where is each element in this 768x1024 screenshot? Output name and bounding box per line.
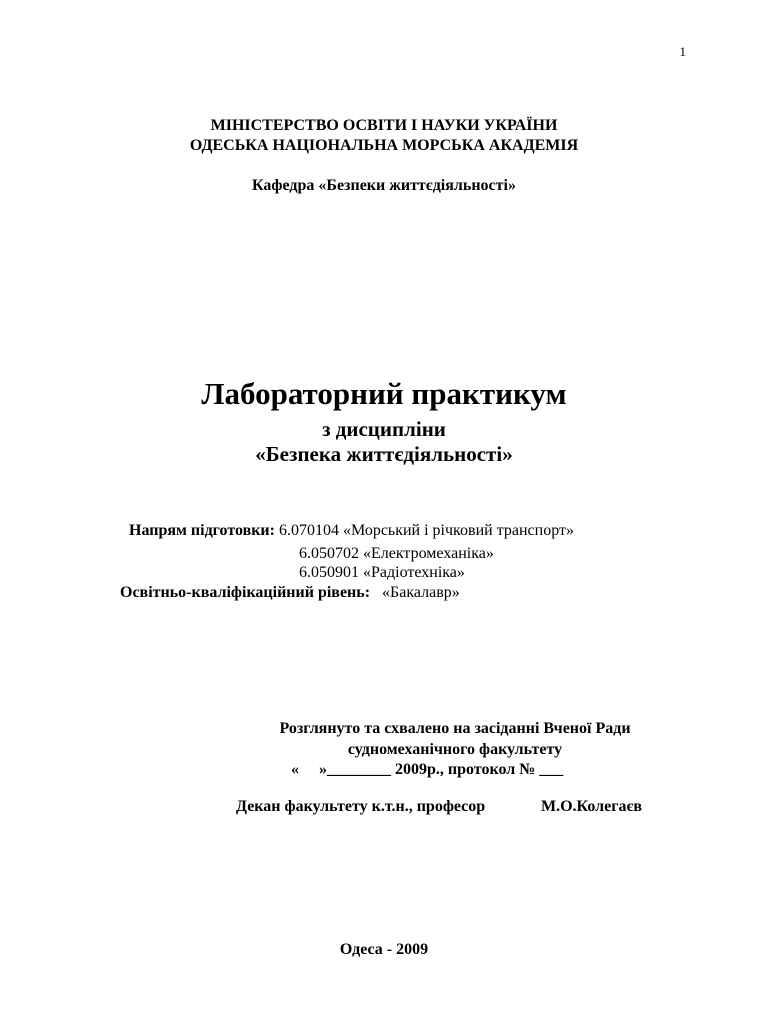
direction-row-2 bbox=[299, 545, 494, 563]
ministry-heading: МІНІСТЕРСТВО ОСВІТИ І НАУКИ УКРАЇНИ bbox=[210, 117, 558, 134]
page-number: 1 bbox=[679, 44, 686, 59]
direction-item: 6.050901 «Радіотехніка» bbox=[299, 564, 465, 581]
direction-row-1 bbox=[129, 522, 574, 540]
document-title: Лабораторний практикум bbox=[201, 376, 567, 411]
direction-item: 6.050702 «Електромеханіка» bbox=[299, 545, 494, 562]
direction-label: Напрям підготовки: bbox=[129, 522, 275, 539]
discipline-prefix: з дисципліни bbox=[322, 417, 446, 441]
approval-line-1: Розглянуто та схвалено на засіданні Вченої Ради bbox=[279, 720, 631, 737]
qualification-label: Освітньо-кваліфікаційний рівень: bbox=[120, 584, 371, 601]
qualification-value: «Бакалавр» bbox=[382, 584, 460, 601]
direction-row-3 bbox=[299, 564, 465, 582]
qualification-row bbox=[120, 584, 460, 602]
dean-name: М.О.Колегаєв bbox=[541, 798, 643, 815]
approval-line-3: « »________ 2009р., протокол № ___ bbox=[291, 761, 564, 778]
approval-line-2: судномеханічного факультету bbox=[347, 741, 563, 758]
discipline-name: «Безпека життєдіяльності» bbox=[255, 442, 513, 466]
academy-heading: ОДЕСЬКА НАЦІОНАЛЬНА МОРСЬКА АКАДЕМІЯ bbox=[189, 137, 579, 154]
department-heading: Кафедра «Безпеки життєдіяльності» bbox=[252, 177, 516, 194]
city-year: Одеса - 2009 bbox=[339, 941, 429, 958]
direction-item: 6.070104 «Морський і річковий транспорт» bbox=[278, 522, 574, 539]
dean-label: Декан факультету к.т.н., професор bbox=[236, 798, 486, 815]
